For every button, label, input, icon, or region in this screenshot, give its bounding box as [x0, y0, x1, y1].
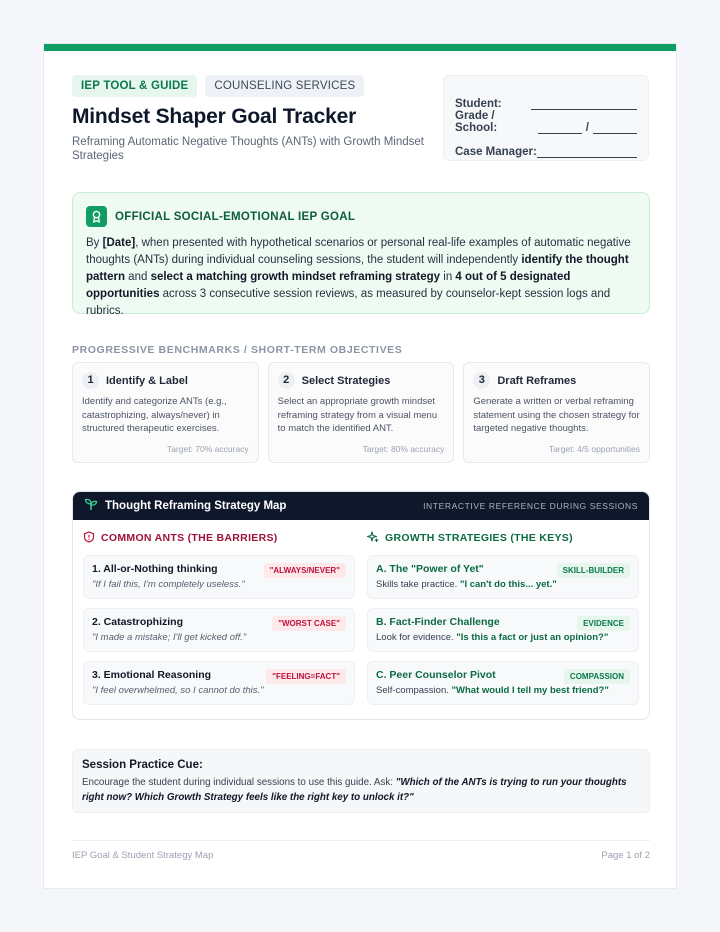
manager-label: Case Manager:: [455, 146, 537, 158]
strategy-badge: SKILL-BUILDER: [557, 563, 630, 578]
strategy-badge: EVIDENCE: [577, 616, 630, 631]
benchmark-desc: Select an appropriate growth mindset reframing strategy from a visual menu to match the identified ANT.: [277, 396, 438, 434]
ant-quote: "I made a mistake; I'll get kicked off.": [92, 632, 247, 643]
benchmark-target: Target: 70% accuracy: [166, 444, 249, 454]
document-page: [43, 43, 677, 889]
grade-row: [455, 110, 637, 134]
strategy-card: [367, 555, 639, 599]
accent-bar: [44, 44, 676, 51]
tag-counseling: COUNSELING SERVICES: [205, 75, 364, 97]
benchmark-title: Select Strategies: [301, 374, 391, 387]
ant-card: [83, 555, 355, 599]
goal-text: By [Date], when presented with hypothetical scenarios or personal real-life examples of automatic negative thoughts (ANTs) during individual counseling sessions, the student will independently identify the thought pattern and select a matching growth mindset reframing strategy in 4 out of 5 designated opportunities across 3 consecutive session reviews, as measured by counselor-kept session logs and rubrics.: [86, 237, 631, 317]
ant-title: 1. All-or-Nothing thinking: [92, 563, 218, 575]
strategy-badge: COMPASSION: [564, 669, 630, 684]
cue-title: Session Practice Cue:: [82, 759, 203, 771]
ants-column-title: COMMON ANTS (THE BARRIERS): [101, 532, 278, 544]
award-icon: [86, 206, 107, 227]
benchmark-target: Target: 4/5 opportunities: [548, 444, 641, 454]
strategy-card: [367, 608, 639, 652]
benchmark-card: [268, 362, 455, 463]
strategy-map: [72, 491, 650, 720]
footer-left: IEP Goal & Student Strategy Map: [72, 850, 214, 861]
cue-text: Encourage the student during individual sessions to use this guide. Ask: "Which of the ANTs is trying to run your thoughts right now? Which Growth Strategy feels like the right key to unlock it?": [82, 777, 627, 803]
student-label: Student:: [455, 98, 502, 110]
ant-badge: "ALWAYS/NEVER": [264, 563, 346, 578]
benchmark-number: 3: [473, 372, 490, 389]
sprout-icon: [84, 497, 98, 516]
ant-quote: "If I fail this, I'm completely useless.": [92, 579, 245, 590]
page-number: Page 1 of 2: [601, 850, 650, 861]
strategy-desc: Look for evidence. "Is this a fact or just an opinion?": [376, 632, 609, 643]
strategy-map-title: Thought Reframing Strategy Map: [105, 500, 287, 512]
strategy-title: B. Fact-Finder Challenge: [376, 616, 500, 628]
header-tags: [72, 75, 364, 97]
page-subtitle: Reframing Automatic Negative Thoughts (ANTs) with Growth Mindset Strategies: [72, 136, 424, 162]
benchmark-desc: Generate a written or verbal reframing statement using the chosen strategy for targeted negative thoughts.: [473, 396, 640, 434]
benchmark-number: 2: [278, 372, 295, 389]
goal-title: OFFICIAL SOCIAL-EMOTIONAL IEP GOAL: [115, 210, 356, 223]
ant-quote: "I feel overwhelmed, so I cannot do this.": [92, 685, 264, 696]
benchmark-title: Identify & Label: [106, 374, 188, 387]
grade-field[interactable]: [538, 123, 582, 134]
page-footer: [72, 840, 650, 861]
ant-card: [83, 608, 355, 652]
sparkles-icon: [367, 531, 379, 546]
strategy-map-header: [73, 492, 649, 520]
benchmark-card: [72, 362, 259, 463]
tag-iep-tool: IEP TOOL & GUIDE: [72, 75, 197, 97]
benchmark-target: Target: 80% accuracy: [362, 444, 445, 454]
benchmark-number: 1: [82, 372, 99, 389]
strategy-desc: Skills take practice. "I can't do this... yet.": [376, 579, 557, 590]
manager-row: [455, 134, 637, 158]
strategy-title: C. Peer Counselor Pivot: [376, 669, 496, 681]
strategy-title: A. The "Power of Yet": [376, 563, 484, 575]
benchmarks-row: [72, 362, 650, 463]
page-title: Mindset Shaper Goal Tracker: [72, 105, 357, 128]
student-field[interactable]: [531, 99, 637, 110]
ants-column: [83, 530, 355, 705]
manager-field[interactable]: [537, 147, 637, 158]
strategies-column-title: GROWTH STRATEGIES (THE KEYS): [385, 532, 573, 544]
strategy-desc: Self-compassion. "What would I tell my best friend?": [376, 685, 609, 696]
school-field[interactable]: [593, 123, 637, 134]
iep-goal-box: [72, 192, 650, 317]
student-row: [455, 86, 637, 110]
ant-card: [83, 661, 355, 705]
benchmark-desc: Identify and categorize ANTs (e.g., catastrophizing, always/never) in structured therapeutic exercises.: [82, 396, 227, 434]
student-info-box: [443, 75, 649, 161]
session-cue-box: [72, 749, 650, 813]
strategies-column: [367, 530, 639, 705]
ant-badge: "FEELING=FACT": [266, 669, 346, 684]
strategy-card: [367, 661, 639, 705]
grade-label: Grade / School:: [455, 110, 498, 134]
grade-separator: /: [585, 122, 589, 134]
ant-title: 3. Emotional Reasoning: [92, 669, 212, 681]
shield-alert-icon: [83, 531, 95, 546]
ant-badge: "WORST CASE": [272, 616, 346, 631]
strategy-map-subtitle: INTERACTIVE REFERENCE DURING SESSIONS: [423, 501, 638, 511]
benchmark-card: [463, 362, 650, 463]
ant-title: 2. Catastrophizing: [92, 616, 184, 628]
benchmarks-heading: PROGRESSIVE BENCHMARKS / SHORT-TERM OBJECTIVES: [72, 344, 403, 356]
benchmark-title: Draft Reframes: [497, 374, 577, 387]
